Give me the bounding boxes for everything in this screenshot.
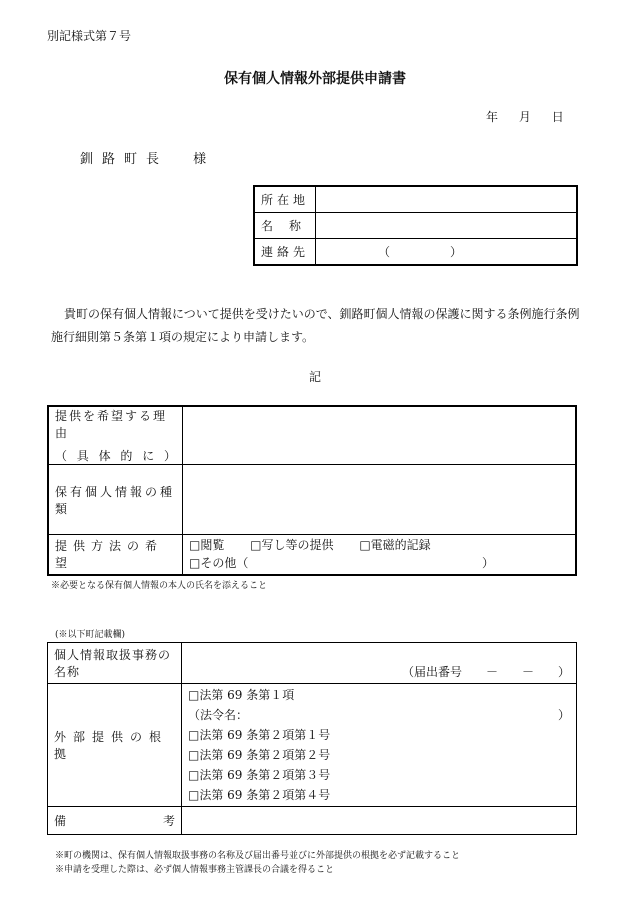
addressee [80,148,215,167]
footnote-1: ※町の機関は、保有個人情報取扱事務の名称及び届出番号並びに外部提供の根拠を必ず記載すること [55,851,461,861]
reason-label-line1: 提供を希望する理由 [55,409,168,440]
checkbox-copy[interactable]: □写し等の提供 [250,538,334,553]
table-row [48,684,577,807]
reason-label [48,406,183,465]
method-options [183,535,577,575]
page-title: 保有個人情報外部提供申請書 [224,71,406,87]
name-label-1: 名 [261,219,278,233]
request-table [47,405,577,576]
table-row [48,807,577,835]
addressee-suffix: 様 [193,152,216,167]
date-month: 月 [518,110,531,124]
name-label-2: 称 [288,219,305,233]
checkbox-electronic[interactable]: □電磁的記録 [359,538,431,553]
table-row [254,213,577,239]
basis-opt-4[interactable]: □法第 69 条第２項第３号 [188,768,331,782]
office-table [47,642,577,835]
remarks-label: 備 考 [48,807,182,835]
note-1: ※必要となる保有個人情報の本人の氏名を添えること [51,581,268,591]
applicant-table [253,185,578,266]
reason-label-line2: （ 具 体 的 に ） [55,449,176,463]
office-name-field[interactable] [182,643,577,684]
notification-number: （届出番号 － － ） [401,665,570,679]
basis-opt-3[interactable]: □法第 69 条第２項第２号 [188,748,331,762]
law-close: ） [557,708,570,722]
checkbox-other[interactable]: □その他（ [189,556,249,571]
footnote-2: ※申請を受理した際は、必ず個人情報事務主管課長の合議を得ること [55,865,335,875]
office-header: (※以下町記載欄) [55,630,126,640]
basis-label: 外部提供の根拠 [48,684,182,807]
reason-field[interactable] [183,406,577,465]
remarks-field[interactable] [182,807,577,835]
basis-opt-1[interactable]: □法第 69 条第１項 [188,688,295,702]
ki-heading: 記 [308,370,321,384]
checkbox-viewing[interactable]: □閲覧 [189,538,225,553]
method-label: 提供方法の希望 [48,535,183,575]
table-row [48,465,576,535]
date-day: 日 [551,110,564,124]
table-row [254,186,577,213]
table-row [48,643,577,684]
info-type-field[interactable] [183,465,577,535]
table-row [48,535,576,575]
addressee-name: 釧路町長 [80,152,169,167]
form-number: 別記様式第７号 [47,29,132,43]
basis-options [182,684,577,807]
other-close: ） [481,556,494,571]
contact-field[interactable] [316,239,577,266]
address-label: 所在地 [254,186,316,213]
info-type-label: 保有個人情報の種類 [48,465,183,535]
contact-label: 連絡先 [254,239,316,266]
name-label [254,213,316,239]
date-line [486,108,564,125]
table-row [254,239,577,266]
date-year: 年 [486,110,499,124]
law-name-line: （法令名： ） [188,705,570,725]
basis-opt-2[interactable]: □法第 69 条第２項第１号 [188,728,331,742]
name-field[interactable] [316,213,577,239]
phone-parens: （ ） [378,245,463,259]
table-row [48,406,576,465]
body-text: 貴町の保有個人情報について提供を受けたいので、釧路町個人情報の保護に関する条例施行条例施行細則第５条第１項の規定により申請します。 [51,307,580,344]
basis-opt-5[interactable]: □法第 69 条第２項第４号 [188,788,331,802]
office-name-label: 個人情報取扱事務の名称 [48,643,182,684]
address-field[interactable] [316,186,577,213]
